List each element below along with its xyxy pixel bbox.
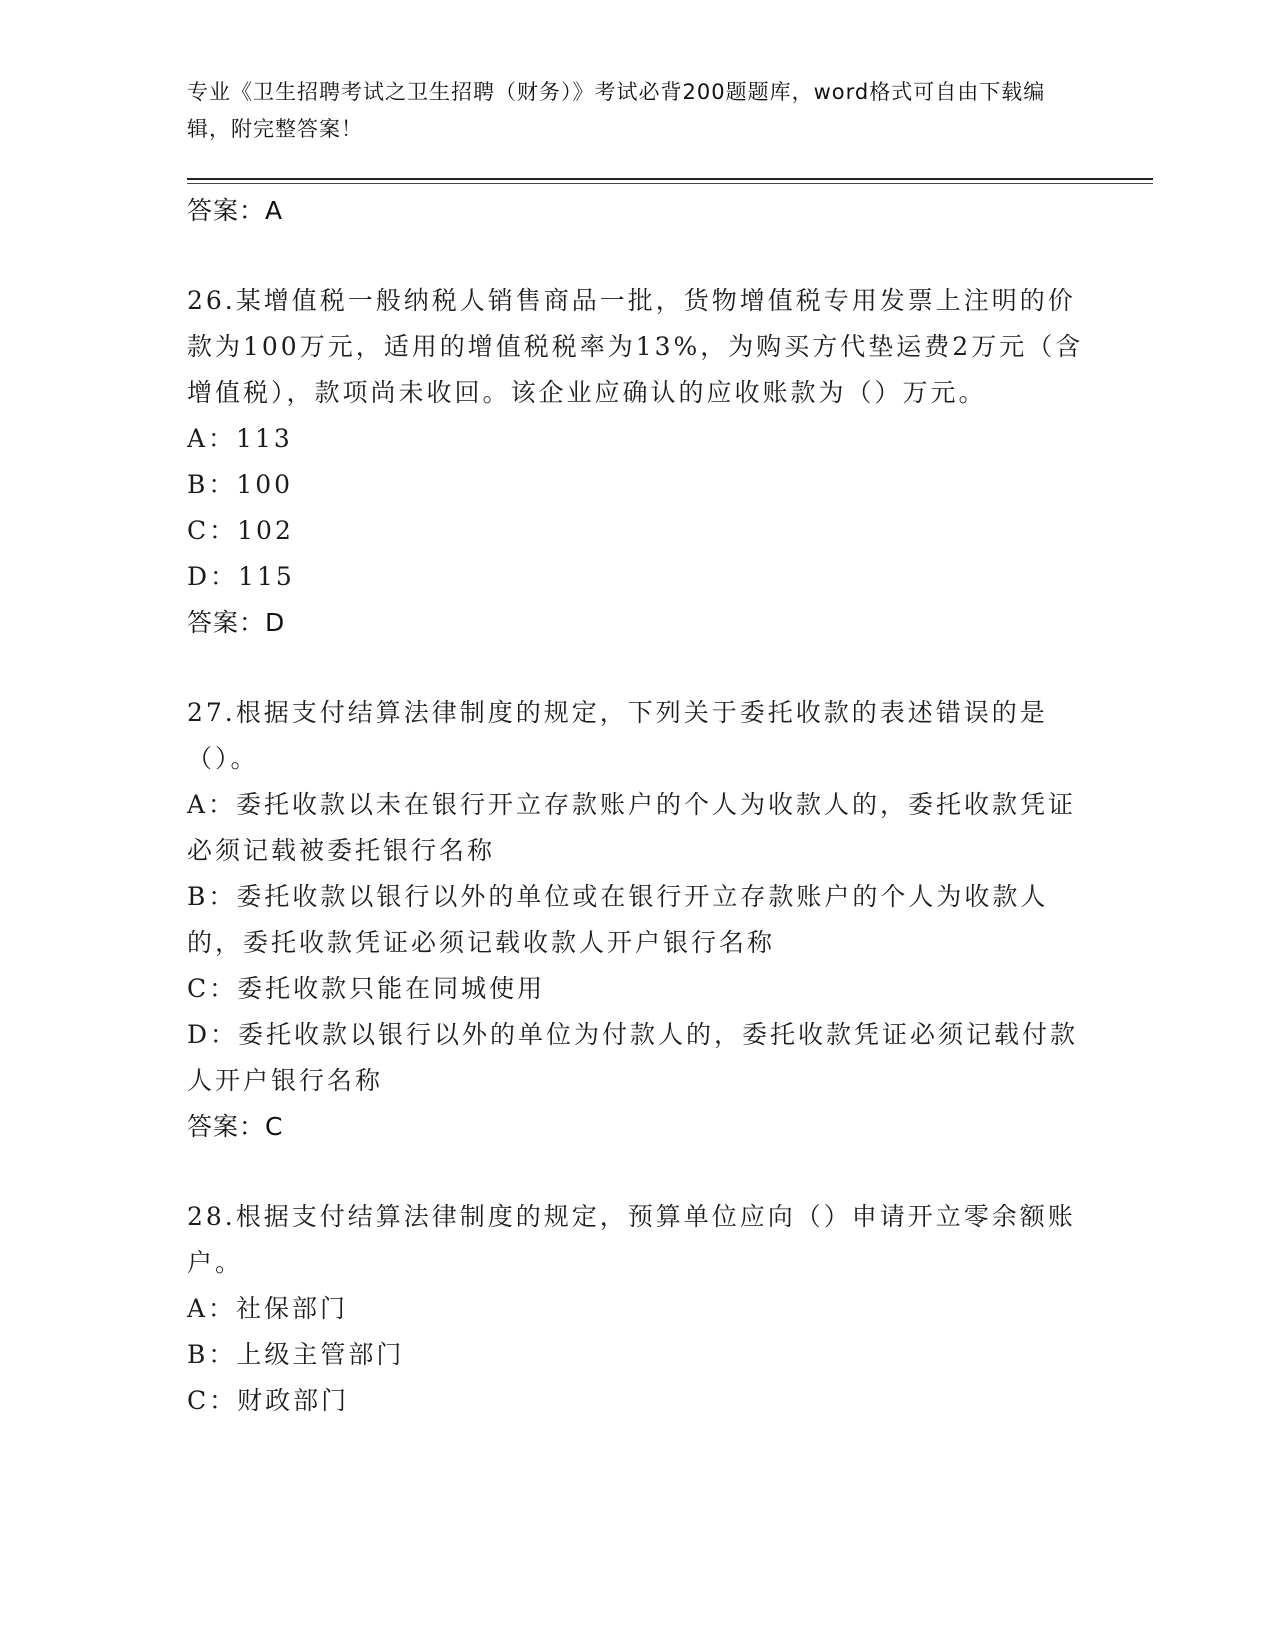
question-list bbox=[187, 188, 1087, 1424]
option-c: C：102 bbox=[187, 516, 294, 545]
question-text: 28.根据支付结算法律制度的规定，预算单位应向（）申请开立零余额账户。 bbox=[187, 1202, 1076, 1277]
option-d: D：委托收款以银行以外的单位为付款人的，委托收款凭证必须记载付款人开户银行名称 bbox=[187, 1020, 1079, 1095]
document-header: 专业《卫生招聘考试之卫生招聘（财务）》考试必背200题题库，word格式可自由下载编辑，附完整答案！ bbox=[187, 80, 1046, 141]
option-a: A：社保部门 bbox=[187, 1294, 349, 1323]
question-block bbox=[187, 278, 1087, 646]
answer-line: 答案：D bbox=[187, 608, 286, 637]
question-block bbox=[187, 690, 1087, 1150]
question-block bbox=[187, 1194, 1087, 1424]
header-divider bbox=[187, 178, 1153, 180]
answer-line: 答案：A bbox=[187, 196, 284, 225]
option-a: A：113 bbox=[187, 424, 293, 453]
option-b: B：上级主管部门 bbox=[187, 1340, 405, 1369]
option-c: C：委托收款只能在同城使用 bbox=[187, 974, 546, 1003]
answer-line: 答案：C bbox=[187, 1112, 284, 1141]
question-text: 27.根据支付结算法律制度的规定，下列关于委托收款的表述错误的是（）。 bbox=[187, 698, 1048, 773]
header-divider-thin bbox=[187, 183, 1153, 184]
option-a: A：委托收款以未在银行开立存款账户的个人为收款人的，委托收款凭证必须记载被委托银行名称 bbox=[187, 790, 1077, 865]
option-d: D：115 bbox=[187, 562, 295, 591]
option-b: B：委托收款以银行以外的单位或在银行开立存款账户的个人为收款人的，委托收款凭证必须记载收款人开户银行名称 bbox=[187, 882, 1049, 957]
option-c: C：财政部门 bbox=[187, 1386, 350, 1415]
option-b: B：100 bbox=[187, 470, 294, 499]
question-text: 26.某增值税一般纳税人销售商品一批，货物增值税专用发票上注明的价款为100万元，适用的增值税税率为13%，为购买方代垫运费2万元（含增值税），款项尚未收回。该企业应确认的应收账款为（）万元。 bbox=[187, 286, 1084, 407]
